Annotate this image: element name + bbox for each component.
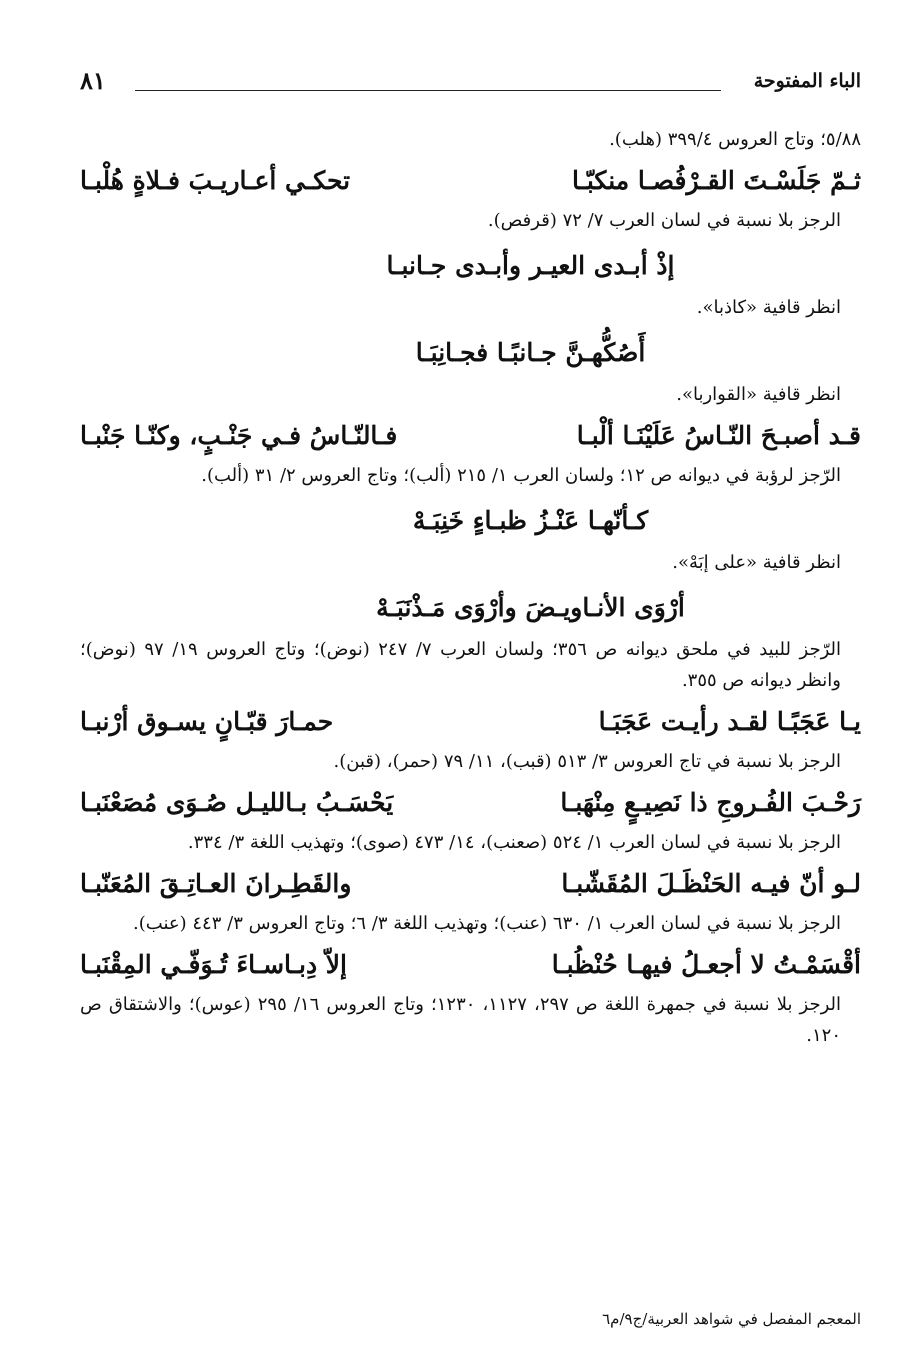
verse-hemistich: أرْوَى الأنـاويـضَ وأرْوَى مَـذْنَبَـهْ [376,593,685,622]
reference-note: الرجز بلا نسبة في لسان العرب ١/ ٥٢٤ (صعنب)، ١٤/ ٤٧٣ (صوى)؛ وتهذيب اللغة ٣/ ٣٣٤. [187,832,841,853]
reference-note: انظر قافية «القواربا». [676,384,841,405]
reference-note: الرّجز للبيد في ملحق ديوانه ص ٣٥٦؛ ولسان العرب ٧/ ٢٤٧ (نوض)؛ وتاج العروس ١٩/ ٩٧ (نوض)؛ وانظر ديوانه ص ٣٥٥. [80,639,841,691]
verse-line [80,246,861,286]
reference-note: الرّجز لرؤبة في ديوانه ص ١٢؛ ولسان العرب ١/ ٢١٥ (ألب)؛ وتاج العروس ٢/ ٣١ (ألب). [201,465,841,486]
verse-first-hemistich: لـو أنّ فيـه الحَنْظَـلَ المُقَشّبـا [561,869,861,898]
verse-first-hemistich: ثـمّ جَلَسْـتَ القـرْفُصـا منكبّـا [571,166,861,195]
verse-second-hemistich: والقَطِـرانَ العـاتِـقَ المُعَنّبـا [80,869,352,898]
verse-line [80,416,861,456]
verse-second-hemistich: تحكـي أعـاريـبَ فـلاةٍ هُلْبـا [80,166,351,195]
verse-first-hemistich: يـا عَجَبًـا لقـد رأيـت عَجَبَـا [598,707,861,736]
verse-hemistich: أَصُكُّهـنَّ جـانبًـا فجـانِبَـا [415,338,646,367]
verse-second-hemistich: يَحْسَـبُ بـالليـل صُـوَى مُصَعْنَبـا [80,788,394,817]
verse-hemistich: إذْ أبـدى العيـر وأبـدى جـانبـا [386,251,675,280]
header-rule [135,90,721,91]
page-header [80,66,861,106]
reference-note: انظر قافية «على إبَهْ». [672,552,841,573]
verse-first-hemistich: رَحْـبَ الفُـروجِ ذا نَصِيـعٍ مِنْهَبـا [560,788,861,817]
verse-first-hemistich: قـد أصبـحَ النّـاسُ عَلَيْنَـا ألْبـا [576,421,861,450]
reference-note: الرجز بلا نسبة في تاج العروس ٣/ ٥١٣ (قبب)، ١١/ ٧٩ (حمر)، (قبن). [333,751,841,772]
page-content [80,124,861,1051]
verse-line [80,588,861,628]
verse-second-hemistich: حمـارَ قبّـانٍ يسـوق أرْنبـا [80,707,334,736]
chapter-title: الباء المفتوحة [753,70,861,92]
verse-line [80,702,861,742]
verse-line [80,333,861,373]
verse-line [80,864,861,904]
page-number: ٨١ [80,66,106,95]
reference-note: ٥/٨٨؛ وتاج العروس ٣٩٩/٤ (هلب). [609,129,861,150]
reference-note: الرجز بلا نسبة في لسان العرب ١/ ٦٣٠ (عنب)؛ وتهذيب اللغة ٣/ ٦؛ وتاج العروس ٣/ ٤٤٣ (عنب). [133,913,841,934]
verse-line [80,945,861,985]
reference-note: الرجز بلا نسبة في لسان العرب ٧/ ٧٢ (قرفص). [487,210,841,231]
verse-line [80,501,861,541]
verse-line [80,161,861,201]
reference-note: الرجز بلا نسبة في جمهرة اللغة ص ٢٩٧، ١١٢٧، ١٢٣٠؛ وتاج العروس ١٦/ ٢٩٥ (عوس)؛ والاشتقاق ص ١٢٠. [80,994,842,1046]
page-footer: المعجم المفصل في شواهد العربية/ج٩/م٦ [602,1310,861,1328]
reference-note: انظر قافية «كاذبا». [696,297,841,318]
verse-second-hemistich: إلاّ دِبـاسـاءَ تُـوَفّـي المِقْنَبـا [80,950,347,979]
verse-line [80,783,861,823]
verse-first-hemistich: أقْسَمْـتُ لا أجعـلُ فيهـا حُنْظُبـا [551,950,861,979]
verse-second-hemistich: فـالنّـاسُ فـي جَنْـبٍ، وكنّـا جَنْبـا [80,421,398,450]
verse-hemistich: كـأنّهـا عَنْـزُ ظبـاءٍ خَنِبَـهْ [412,506,649,535]
